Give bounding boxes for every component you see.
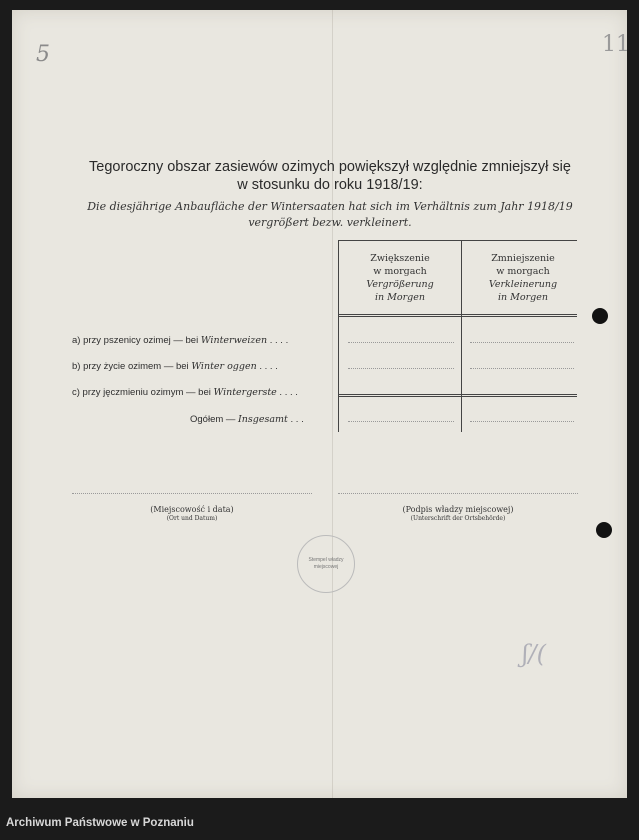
place-date-label: (Miejscowość i data) (Ort und Datum) xyxy=(150,505,234,522)
form-title-german xyxy=(40,199,620,231)
table-total-divider-2 xyxy=(338,396,577,397)
form-title-polish xyxy=(40,158,620,194)
table-header-bottom xyxy=(338,314,577,315)
row-label-barley: c) przy jęczmieniu ozimym — bei Wintergerste . . . . xyxy=(72,387,298,398)
punch-hole-top xyxy=(592,308,608,324)
table-total-divider xyxy=(338,394,577,395)
column-header-increase: Zwiększenie w morgach Vergrößerung in Morgen xyxy=(366,253,434,303)
handwritten-page-number: 5 xyxy=(36,42,50,67)
title-de-line2: vergrößert bezw. verkleinert. xyxy=(248,216,412,229)
column-header-decrease: Zmniejszenie w morgach Verkleinerung in Morgen xyxy=(488,253,558,303)
signature-line[interactable] xyxy=(338,493,578,494)
entry-line-a-decrease[interactable] xyxy=(470,342,574,343)
title-pl-line1: Tegoroczny obszar zasiewów ozimych powiększył względnie zmniejszył się xyxy=(89,159,571,175)
punch-hole-bottom xyxy=(596,522,612,538)
row-label-rye: b) przy życie ozimem — bei Winter oggen . . . . xyxy=(72,361,278,372)
entry-line-b-decrease[interactable] xyxy=(470,368,574,369)
entry-line-total-increase[interactable] xyxy=(348,421,454,422)
entry-line-b-increase[interactable] xyxy=(348,368,454,369)
place-date-line[interactable] xyxy=(72,493,312,494)
fold-line xyxy=(332,10,333,798)
archive-footer-bar xyxy=(0,808,639,840)
entry-line-a-increase[interactable] xyxy=(348,342,454,343)
entry-line-total-decrease[interactable] xyxy=(470,421,574,422)
table-top-border xyxy=(338,240,577,241)
row-label-wheat: a) przy pszenicy ozimej — bei Winterweizen . . . . xyxy=(72,335,289,346)
document-page xyxy=(12,10,630,798)
table-header-bottom-2 xyxy=(338,316,577,317)
pencil-scribble: ʃ/( xyxy=(522,640,546,668)
title-de-line1: Die diesjährige Anbaufläche der Wintersaaten hat sich im Verhältnis zum Jahr 1918/19 xyxy=(87,200,573,213)
signature-label: (Podpis władzy miejscowej) (Unterschrift der Ortsbehörde) xyxy=(402,505,514,522)
official-stamp-placeholder: Stempel władzy miejscowej xyxy=(297,535,355,593)
row-label-total: Ogółem — Insgesamt . . . xyxy=(190,414,304,425)
archive-name: Archiwum Państwowe w Poznaniu xyxy=(6,817,194,829)
handwritten-corner-mark: 11 xyxy=(602,32,630,57)
title-pl-line2: w stosunku do roku 1918/19: xyxy=(237,177,423,193)
